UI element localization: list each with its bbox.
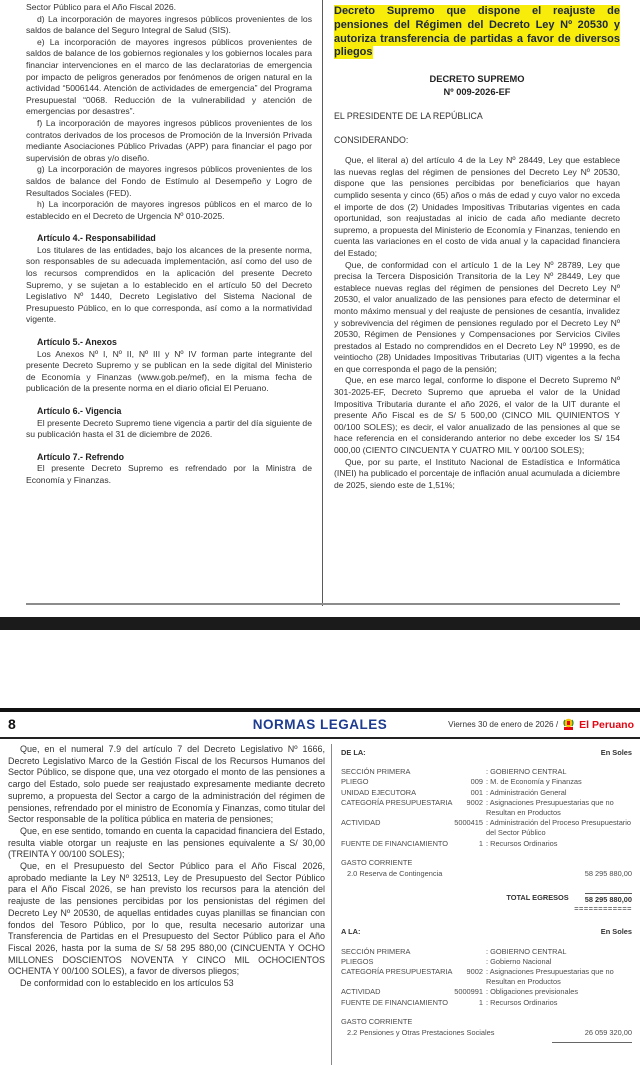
page2-header [0, 714, 640, 738]
el-peruano-brand: El Peruano [579, 718, 634, 731]
article-6-body: El presente Decreto Supremo tiene vigencia a partir del día siguiente de su publicación hasta el 31 de diciembre de 2026. [26, 417, 312, 440]
article-5-title: Artículo 5.- Anexos [37, 337, 117, 348]
column-divider [322, 0, 323, 606]
table-row: CATEGORÍA PRESUPUESTARIA 9002 : Asignaciones Presupuestarias que no Resultan en Productos [341, 967, 614, 987]
page1-right-column [334, 5, 620, 605]
considering-paragraph: Que, en ese marco legal, conforme lo dispone el Decreto Supremo Nº 301-2025-EF, Decreto Supremo que aprueba el valor de la Unidad Impositiva Tributaria durante el año 2026, el valor de la UIT durante el presente Año Fiscal es de S/ 5 500,00 (CINCO MIL QUINIENTOS Y 00/100 SOLES); es decir, el valor anualizado de las pensiones al que se hace referencia en el considerando anterior no debe exceder los S/ 154 000,00 (CIENTO CINCUENTA Y CUATRO MIL Y 00/100 SOLES); [334, 375, 620, 456]
article-4-title: Artículo 4.- Responsabilidad [37, 233, 156, 244]
table-row: PLIEGOS : Gobierno Nacional [341, 956, 552, 966]
page2-header-rule [0, 737, 640, 739]
subtotal-rule [552, 1042, 632, 1043]
table-row: SECCIÓN PRIMERA : GOBIERNO CENTRAL [341, 767, 567, 777]
budget-transfer-table [341, 748, 632, 1065]
page1-bottom-rule [26, 603, 620, 605]
highlight-marker: Decreto Supremo que dispone el reajuste de pensiones del Régimen del Decreto Ley Nº 20530 y autoriza transferencia de partidas a favor de diversos pliegos [334, 5, 620, 59]
article-5-body: Los Anexos Nº I, Nº II, Nº III y Nº IV forman parte integrante del presente Decreto Supremo y se publican en la sede digital del Ministerio de Economía y Finanzas (www.gob.pe/mef), en la misma fecha de publicación de la presente norma en el diario oficial El Peruano. [26, 348, 312, 394]
considering-label: CONSIDERANDO: [334, 135, 409, 146]
section-masthead: NORMAS LEGALES [252, 717, 388, 732]
issue-date: Viernes 30 de enero de 2026 / [448, 720, 559, 729]
header-date-group [448, 718, 634, 731]
article-4-body: Los titulares de las entidades, bajo los alcances de la presente norma, son responsables de su adecuada implementación, así como del uso de los recursos comprendidos en la aplicación del presente Decreto Supremo, y se sujetan a lo establecido en el artículo 50 del Decreto Legislativo Nº 1440, Decreto Legislativo del Sistema Nacional de Presupuesto Público, en lo que corresponda, así como a la normatividad vigente. [26, 244, 312, 325]
considering-paragraph: Que, por su parte, el Instituto Nacional de Estadística e Informática (INEI) ha publicado el porcentaje de inflación anual acumulada a diciembre de 2025, siendo este de 1,51%; [334, 456, 620, 490]
table-row: FUENTE DE FINANCIAMIENTO 1 : Recursos Ordinarios [341, 838, 558, 848]
considering-paragraph: Que, de conformidad con el artículo 1 de la Ley Nº 28789, Ley que precisa la Tercera Disposición Transitoria de la Ley Nº 28449, Ley que establece nuevas reglas del régimen de pensiones del Decreto Ley Nº 20530, el valor anualizado de las pensiones para efecto de determinar el monto máximo mensual y del reajuste de pensiones de cesantía, invalidez y sobrevivencia del régimen de pensiones regulado por el Decreto Ley Nº 20530, Régimen de Pensiones y Compensaciones por Servicios Civiles prestados al Estado no comprendidos en el Decreto Ley Nº 19990, es de veintiocho (28) Unidades Impositivas Tributarias (UIT) vigentes a la fecha en que corresponda el pago de la pensión; [334, 259, 620, 374]
considering-paragraph: Que, en el Presupuesto del Sector Público para el Año Fiscal 2026, aprobado mediante la Ley Nº 32513, Ley de Presupuesto del Sector Público para el Año Fiscal 2026, se han previsto los recursos para la atención del reajuste de las pensiones percibidas por los pensionistas del régimen del Decreto Ley Nº 20530, de aquellas entidades cuyas planillas se financian con fondos del Tesoro Público, por lo que, resulta necesario autorizar una Transferencia de Partidas en el Presupuesto del Sector Público para el Año Fiscal 2026, hasta por la suma de S/ 58 295 880,00 (CINCUENTA Y OCHO MILLONES DOSCIENTOS NOVENTA Y CINCO MIL OCHOCIENTOS OCHENTA Y 00/100 SOLES), a favor de diversos pliegos; [8, 861, 325, 977]
table-section-header [341, 927, 632, 937]
article-7-title: Artículo 7.- Refrendo [37, 451, 124, 462]
column-divider [331, 744, 332, 1065]
table-row: ACTIVIDAD 5000991 : Obligaciones previsionales [341, 987, 579, 997]
list-item-e: e) La incorporación de mayores ingresos públicos provenientes de saldos de balance de los gobiernos regionales y los gobiernos locales para financiar intervenciones en el marco de las declaratorias de emergencia por impacto de peligros generados por fenómenos de origen natural en la actividad “5006144. Atención de actividades de emergencia” del Programa Presupuestal “0068. Reducción de la vulnerabilidad y atención de emergencias por desastres”. [26, 36, 312, 117]
considering-paragraph: Que, el literal a) del artículo 4 de la Ley Nº 28449, Ley que establece las nuevas reglas del régimen de pensiones del Decreto Ley Nº 20530, dispone que las pensiones percibidas por beneficiarios que hayan cumplido sesenta y cinco (65) años o más de edad y cuyo valor no exceda el importe de dos (2) Unidades Impositivas Tributarias vigentes en cada oportunidad, son reajustadas al inicio de cada año mediante decreto supremo, a propuesta del Ministerio de Economía y Finanzas, teniendo en cuenta las variaciones en el costo de vida anual y la capacidad financiera del Estado; [334, 155, 620, 258]
amount-row: 2.0 Reserva de Contingencia 58 295 880,00 [347, 869, 632, 879]
table-row: UNIDAD EJECUTORA 001 : Administración General [341, 787, 567, 797]
list-item-h: h) La incorporación de mayores ingresos públicos en el marco de lo establecido en el Decreto de Urgencia Nº 010-2025. [26, 199, 312, 221]
table-section-header [341, 748, 632, 758]
paragraph: Sector Público para el Año Fiscal 2026. [26, 2, 177, 12]
page1-left-column [26, 2, 312, 602]
page2-left-column [8, 744, 325, 1065]
considering-paragraph: Que, en ese sentido, tomando en cuenta la capacidad financiera del Estado, resulta viable otorgar un reajuste en las pensiones equivalente a S/ 30,00 (TREINTA Y 00/100 SOLES); [8, 825, 325, 860]
article-7-body: El presente Decreto Supremo es refrendado por la Ministra de Economía y Finanzas. [26, 463, 312, 485]
considering-paragraph: Que, en el numeral 7.9 del artículo 7 del Decreto Legislativo Nº 1666, Decreto Legislativo Marco de la Gestión Fiscal de los Recursos Humanos del Sector Público, se dispone que, una vez otorgado el monto de las pensiones a cargo del Estado, solo puede ser reajustado expresamente mediante decreto supremo, a propuesta del Sector a cargo de la administración del régimen de pensiones, refrendado por el ministro de Economía y Finanzas, como titular del Sector responsable de la política pública en materia de pensiones; [8, 744, 325, 825]
page2-fragment [0, 708, 640, 1065]
page2-top-rule [0, 708, 640, 712]
president-line: EL PRESIDENTE DE LA REPÚBLICA [334, 111, 483, 122]
el-peruano-logo-icon [561, 718, 576, 731]
table-row: ACTIVIDAD 5000415 : Administración del Proceso Presupuestario del Sector Público [341, 818, 632, 838]
from-label: DE LA: [341, 748, 366, 757]
list-item-g: g) La incorporación de mayores ingresos públicos provenientes de los saldos de balance del Fondo de Estímulo al Desempeño y Logro de Resultados Sociales (FED). [26, 164, 312, 198]
decree-highlighted-title [334, 5, 620, 60]
table-row: FUENTE DE FINANCIAMIENTO 1 : Recursos Ordinarios [341, 997, 558, 1007]
currency-label: En Soles [600, 927, 632, 937]
amount-row: 2.2 Pensiones y Otras Prestaciones Sociales 26 059 320,00 [347, 1028, 632, 1038]
list-item-f: f) La incorporación de mayores ingresos públicos provenientes de los contratos derivados de los procesos de Promoción de la Inversión Privada mediante Asociaciones Público Privadas (APP) para financiar el pago por supervisión de obras y/o diseño. [26, 117, 312, 163]
gasto-corriente-label: GASTO CORRIENTE [341, 1016, 413, 1026]
list-item-d: d) La incorporación de mayores ingresos públicos provenientes de los saldos de balance del Seguro Integral de Salud (SIS). [26, 13, 312, 36]
article-6-title: Artículo 6.- Vigencia [37, 406, 122, 416]
total-amount: 58 295 880,00 [584, 895, 632, 905]
table-row: CATEGORÍA PRESUPUESTARIA 9002 : Asignaciones Presupuestarias que no Resultan en Productos [341, 797, 614, 818]
to-label: A LA: [341, 927, 361, 937]
page-separator-band [0, 617, 640, 630]
gasto-corriente-label: GASTO CORRIENTE [341, 857, 413, 867]
page-number: 8 [8, 716, 16, 732]
total-label: TOTAL EGRESOS [506, 893, 569, 903]
currency-label: En Soles [600, 748, 632, 757]
total-underline: ============ [574, 904, 632, 914]
table-row: PLIEGO 009 : M. de Economía y Finanzas [341, 777, 582, 787]
decree-number-heading [334, 73, 620, 98]
decree-heading-line1: DECRETO SUPREMO [429, 74, 525, 85]
decree-heading-line2: Nº 009-2026-EF [443, 86, 511, 97]
considering-paragraph: De conformidad con lo establecido en los artículos 53 [20, 978, 234, 989]
table-row: SECCIÓN PRIMERA : GOBIERNO CENTRAL [341, 946, 567, 956]
